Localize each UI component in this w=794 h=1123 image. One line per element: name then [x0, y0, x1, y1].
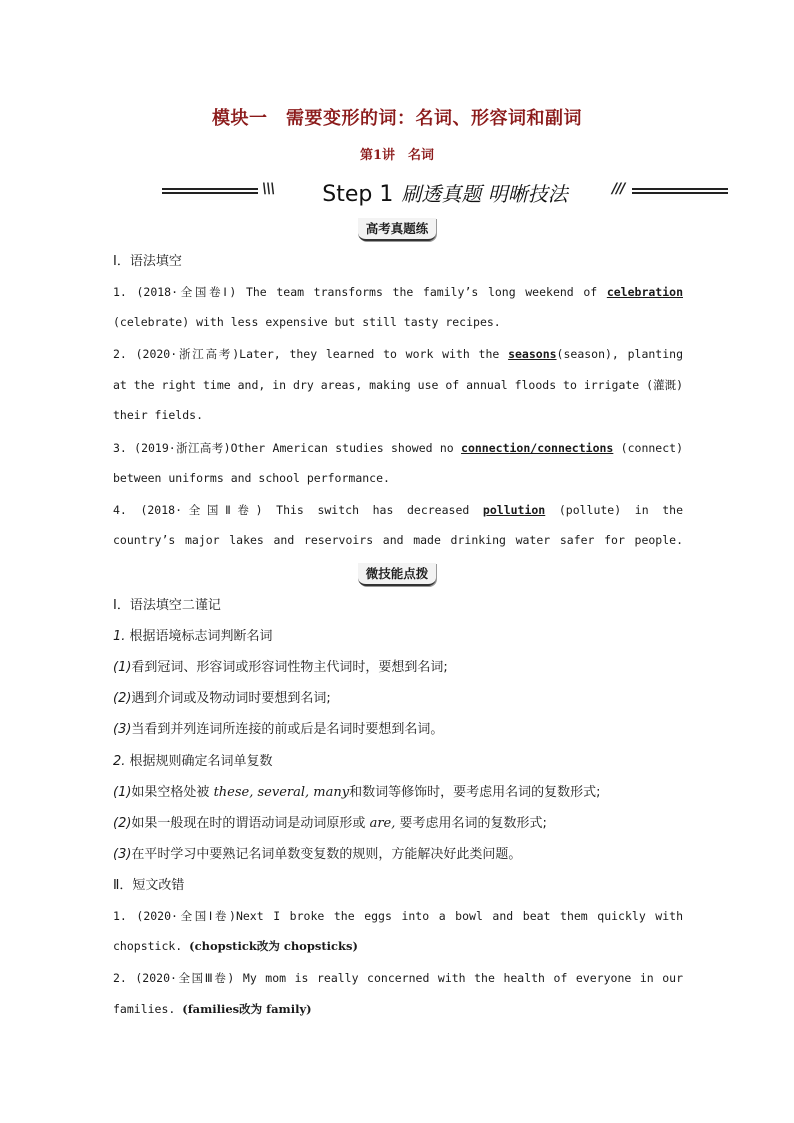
answer: celebration — [606, 285, 683, 299]
step-banner — [160, 178, 730, 208]
correction-line: families. (families改为 family) — [113, 1002, 312, 1016]
answer: connection/connections — [461, 441, 614, 455]
answer: seasons — [508, 347, 557, 361]
exercise-line: 4. (2018·全国Ⅱ卷) This switch has decreased pollution (pollute) in the — [113, 503, 684, 517]
section-tag-label: 高考真题练 — [358, 218, 437, 241]
error-correction-heading: Ⅱ．短文改错 — [113, 878, 185, 893]
slash-ornament-right: /// — [612, 181, 625, 197]
rule-item: (2)如果一般现在时的谓语动词是动词原形或 are, 要考虑用名词的复数形式; — [113, 816, 547, 831]
module-title: 模块一 需要变形的词：名词、形容词和副词 — [212, 108, 582, 129]
answer: pollution — [482, 503, 546, 517]
exercise-line: 2. (2020·浙江高考)Later, they learned to work with the seasons(season), planting — [113, 347, 683, 361]
exercise-line: between uniforms and school performance. — [113, 471, 390, 485]
rule-subheading: 1. 根据语境标志词判断名词 — [113, 629, 273, 644]
exercise-line: at the right time and, in dry areas, making use of annual floods to irrigate (灌溉) — [113, 378, 683, 392]
banner-rule-right — [632, 188, 728, 194]
exercise-line: 3. (2019·浙江高考)Other American studies showed no connection/connections (connect) — [113, 441, 683, 455]
exercise-line: 1. (2018·全国卷Ⅰ) The team transforms the family’s long weekend of celebration — [113, 285, 683, 299]
step-slogan: 刷透真题 明晰技法 — [401, 182, 568, 206]
slash-ornament-left: \\\ — [262, 181, 275, 197]
correction-answer: (chopstick改为 chopsticks) — [189, 939, 358, 953]
section-tag-real-exam — [0, 218, 794, 241]
exercise-line: (celebrate) with less expensive but still tasty recipes. — [113, 315, 501, 329]
rule-subheading: 2. 根据规则确定名词单复数 — [113, 754, 273, 769]
correction-line: 1. (2020·全国Ⅰ卷)Next I broke the eggs into a bowl and beat them quickly with — [113, 909, 683, 923]
grammar-fill-heading: Ⅰ．语法填空 — [113, 254, 182, 269]
correction-line: chopstick. (chopstick改为 chopsticks) — [113, 939, 358, 953]
rule-item: (1)看到冠词、形容词或形容词性物主代词时，要想到名词; — [113, 660, 448, 675]
grammar-memo-heading: Ⅰ．语法填空二谨记 — [113, 598, 221, 613]
correction-line: 2. (2020·全国Ⅲ卷) My mom is really concerned with the health of everyone in our — [113, 971, 683, 985]
rule-item: (3)当看到并列连词所连接的前或后是名词时要想到名词。 — [113, 722, 444, 737]
rule-item: (3)在平时学习中要熟记名词单数变复数的规则，方能解决好此类问题。 — [113, 847, 522, 862]
section-tag-label: 微技能点拨 — [358, 563, 437, 586]
correction-answer: (families改为 family) — [182, 1002, 312, 1016]
lesson-subtitle: 第1讲 名词 — [359, 148, 435, 163]
rule-item: (2)遇到介词或及物动词时要想到名词; — [113, 691, 331, 706]
section-tag-skills — [0, 563, 794, 586]
rule-item: (1)如果空格处被 these, several, many和数词等修饰时，要考虑用名词的复数形式; — [113, 785, 601, 800]
exercise-line: their fields. — [113, 408, 204, 422]
exercise-line: country’s major lakes and reservoirs and made drinking water safer for people. — [113, 533, 683, 547]
step-label: Step 1 — [322, 182, 394, 207]
